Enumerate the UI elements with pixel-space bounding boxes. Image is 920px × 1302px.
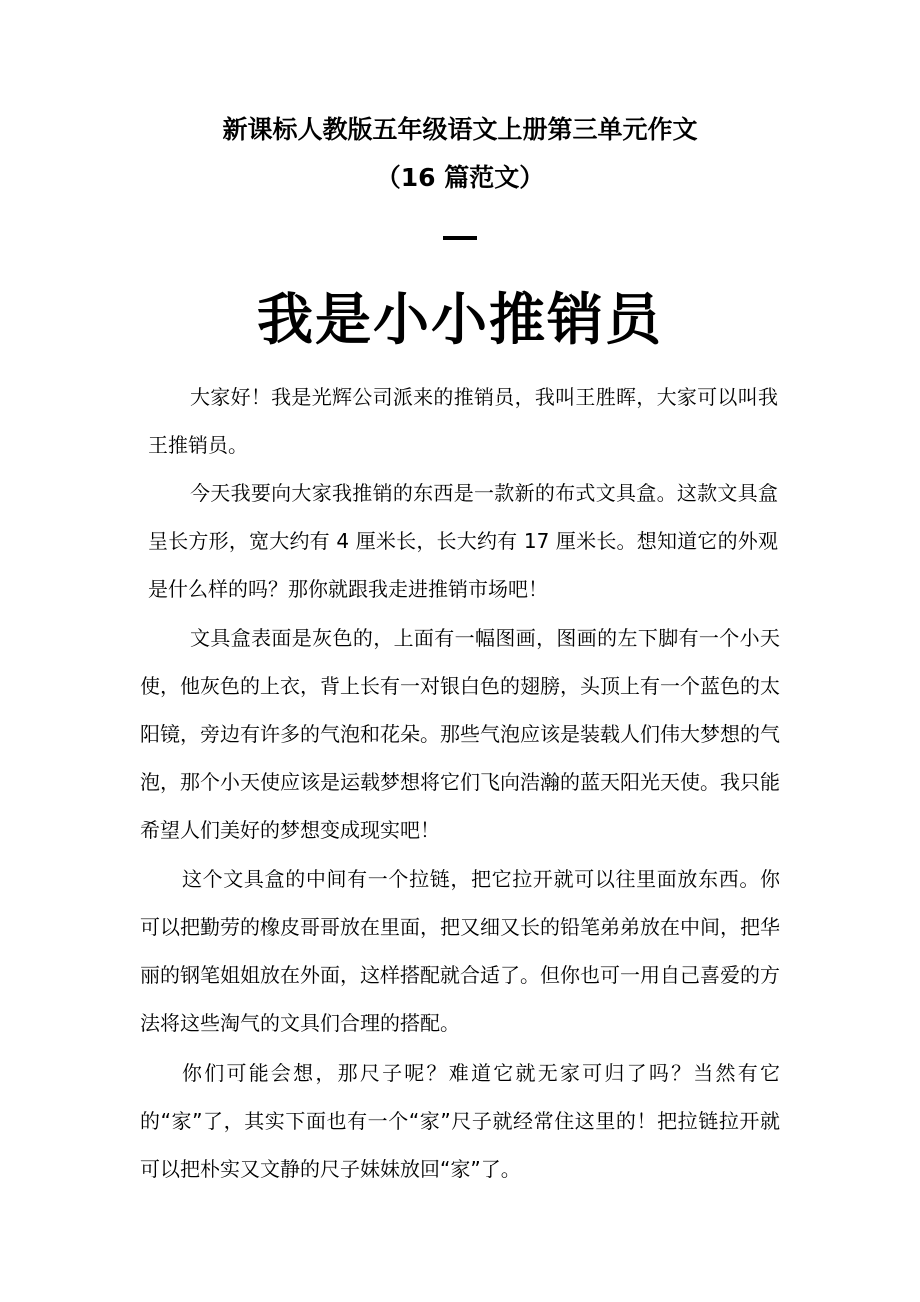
paragraph: 今天我要向大家我推销的东西是一款新的布式文具盒。这款文具盒呈长方形，宽大约有 4 厘米长，长大约有 17 厘米长。想知道它的外观是什么样的吗？那你就跟我走进推销市场吧！ bbox=[148, 481, 778, 601]
paragraph: 文具盒表面是灰色的，上面有一幅图画，图画的左下脚有一个小天使，他灰色的上衣，背上长有一对银白色的翅膀，头顶上有一个蓝色的太阳镜，旁边有许多的气泡和花朵。那些气泡应该是装载人们伟大梦想的气泡，那个小天使应该是运载梦想将它们飞向浩瀚的蓝天阳光天使。我只能希望人们美好的梦想变成现实吧！ bbox=[140, 626, 780, 842]
paragraph: 大家好！我是光辉公司派来的推销员，我叫王胜晖，大家可以叫我王推销员。 bbox=[148, 385, 778, 457]
section-number bbox=[443, 236, 477, 240]
paragraph: 这个文具盒的中间有一个拉链，把它拉开就可以往里面放东西。你可以把勤劳的橡皮哥哥放在里面，把又细又长的铅笔弟弟放在中间，把华丽的钢笔姐姐放在外面，这样搭配就合适了。但你也可一用自己喜爱的方法将这些淘气的文具们合理的搭配。 bbox=[140, 867, 780, 1035]
document-subtitle: （16 篇范文） bbox=[375, 163, 545, 192]
document-title: 新课标人教版五年级语文上册第三单元作文 bbox=[222, 115, 698, 144]
essay-title: 我是小小推销员 bbox=[257, 288, 663, 353]
paragraph: 你们可能会想，那尺子呢？难道它就无家可归了吗？当然有它的“家”了，其实下面也有一个“家”尺子就经常住这里的！把拉链拉开就可以把朴实又文静的尺子妹妹放回“家”了。 bbox=[140, 1061, 780, 1181]
